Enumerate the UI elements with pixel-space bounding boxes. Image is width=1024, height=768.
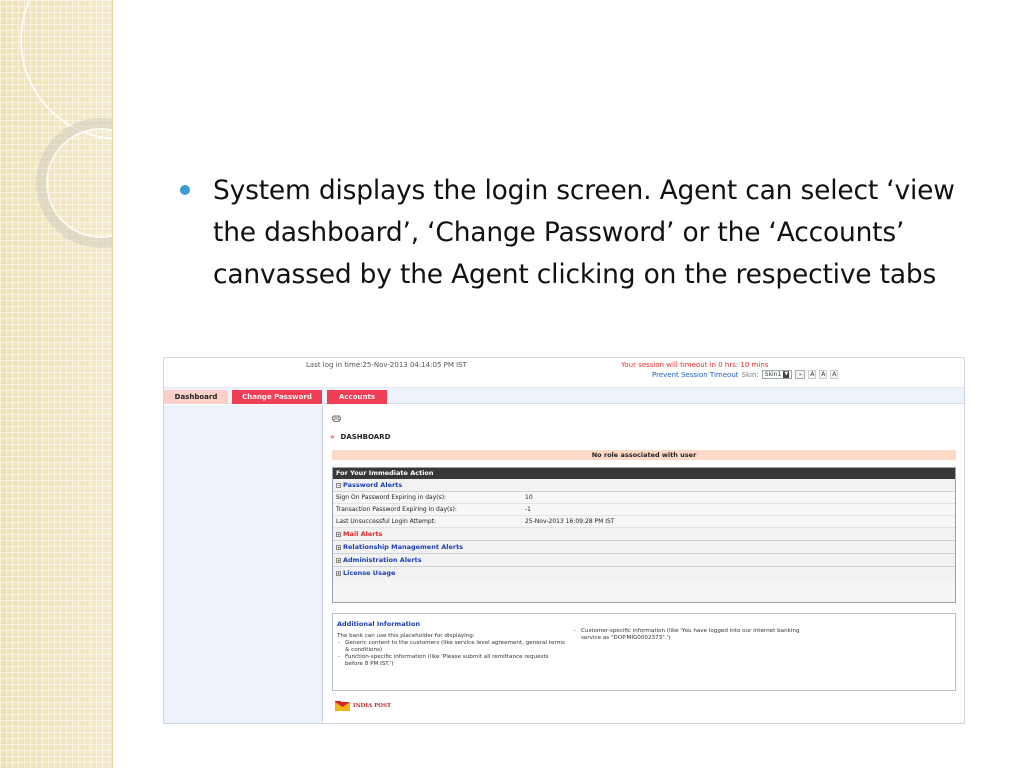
license-usage-label: License Usage [343, 569, 396, 577]
skin-select-value: Skin1 [764, 371, 782, 378]
row-label: Sign On Password Expiring in day(s): [336, 494, 447, 501]
no-role-banner: No role associated with user [332, 450, 956, 460]
row-value: 10 [525, 494, 533, 501]
expand-icon[interactable]: + [337, 558, 341, 563]
skin-label: Skin: [741, 370, 759, 379]
mail-alerts-section[interactable] [333, 528, 955, 541]
table-row [333, 492, 955, 504]
tab-accounts[interactable]: Accounts [327, 390, 387, 404]
row-value: 25-Nov-2013 16:09:28 PM IST [525, 518, 615, 525]
relationship-alerts-section[interactable] [333, 541, 955, 554]
expand-icon[interactable]: + [337, 545, 341, 550]
tab-bar [164, 388, 964, 404]
additional-info-right [573, 628, 813, 642]
tab-change-password[interactable]: Change Password [232, 390, 322, 404]
skin-select[interactable] [762, 370, 793, 379]
main-content [330, 405, 958, 724]
immediate-action-panel [332, 467, 956, 603]
list-item: - Generic content to the customers (like service level agreement, general terms & conditions) [337, 640, 567, 654]
bullet-text: System displays the login screen. Agent can select ‘view the dashboard’, ‘Change Password’ or the ‘Accounts’ canvassed by the Agent clicking on the respective tabs [213, 175, 955, 290]
india-post-logo [335, 701, 391, 711]
session-controls [652, 370, 838, 379]
administration-alerts-label: Administration Alerts [343, 556, 422, 564]
page-title-text: DASHBOARD [340, 433, 391, 441]
collapse-icon[interactable]: − [337, 483, 341, 488]
list-item: - Function-specific information (like 'Please submit all remittance requests before 8 PM IST.') [337, 654, 567, 668]
additional-info-left [337, 633, 567, 668]
row-value: -1 [525, 506, 531, 513]
additional-info-intro: The bank can use this placeholder for displaying: [337, 633, 475, 639]
logo-text: INDIA POST [353, 703, 392, 709]
tab-dashboard[interactable]: Dashboard [164, 390, 228, 404]
mail-alerts-label: Mail Alerts [343, 530, 383, 538]
last-login-text: Last log in time:25-Nov-2013 04:14:05 PM IST [306, 361, 467, 369]
top-bar [164, 358, 964, 388]
password-alerts-label: Password Alerts [343, 481, 403, 489]
table-row [333, 516, 955, 528]
administration-alerts-section[interactable] [333, 554, 955, 567]
bullet-point [180, 170, 960, 296]
table-row [333, 504, 955, 516]
print-icon[interactable] [332, 415, 341, 422]
page-title [330, 433, 390, 441]
row-label: Last Unsuccessful Login Attempt: [336, 518, 437, 525]
session-timeout-text: Your session will timeout in 0 hrs: 10 mins [621, 361, 769, 369]
relationship-alerts-label: Relationship Management Alerts [343, 543, 464, 551]
immediate-action-header: For Your Immediate Action [333, 468, 955, 479]
expand-icon[interactable]: + [337, 571, 341, 576]
left-panel [164, 405, 323, 724]
chevron-right-icon: » [330, 433, 335, 441]
font-size-medium-button[interactable]: A [821, 371, 826, 378]
list-item: - Customer-specific information (like 'You have logged into our internet banking service as "DOP.MIG0002373".') [573, 628, 813, 642]
chevron-down-icon: ▼ [784, 371, 789, 377]
license-usage-section[interactable] [333, 567, 955, 580]
additional-info-title: Additional Information [337, 620, 421, 628]
decorative-sidebar [0, 0, 113, 768]
skin-go-button[interactable]: » [795, 370, 805, 379]
row-label: Transaction Password Expiring in day(s): [336, 506, 457, 513]
font-size-large-button[interactable]: A [832, 371, 837, 378]
prevent-session-timeout-link[interactable]: Prevent Session Timeout [652, 370, 739, 379]
additional-info-panel [332, 613, 956, 691]
bullet-dot-icon [180, 185, 190, 195]
font-size-small-button[interactable]: A [810, 371, 815, 378]
expand-icon[interactable]: + [337, 532, 341, 537]
password-alerts-section[interactable] [333, 479, 955, 492]
app-screenshot [163, 357, 965, 724]
envelope-logo-icon [335, 701, 350, 711]
